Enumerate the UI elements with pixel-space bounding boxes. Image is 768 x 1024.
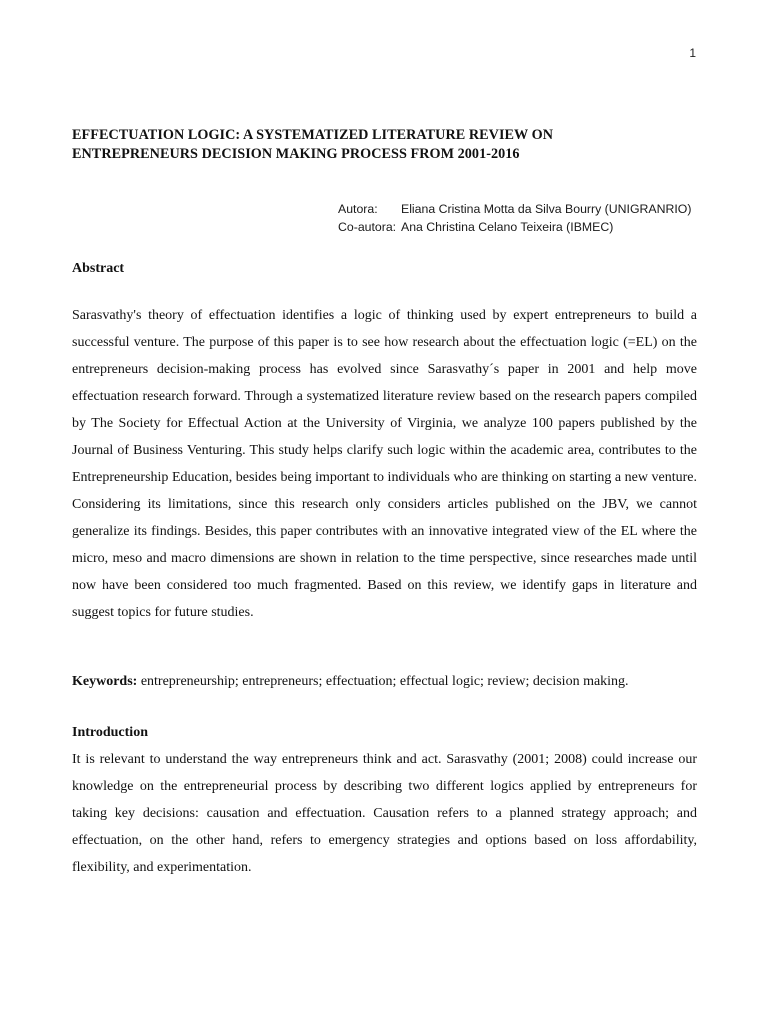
author-role: Autora: <box>338 202 378 216</box>
paper-title-line-2: ENTREPRENEURS DECISION MAKING PROCESS FROM 2001-2016 <box>72 146 520 162</box>
coauthor-name: Ana Christina Celano Teixeira (IBMEC) <box>401 220 614 234</box>
page-number: 1 <box>689 46 696 60</box>
paper-title-line-1: EFFECTUATION LOGIC: A SYSTEMATIZED LITERATURE REVIEW ON <box>72 127 554 143</box>
author-block <box>338 200 691 236</box>
abstract-heading: Abstract <box>72 261 125 276</box>
introduction-text: It is relevant to understand the way entrepreneurs think and act. Sarasvathy (2001; 2008) could increase our knowledge on the entrepreneurial process by describing two different logics applied by entrepreneurs for taking key decisions: causation and effectuation. Causation refers to a planned strategy approach; and effectuation, on the other hand, refers to emergency strategies and options based on loss affordability, flexibility, and experimentation. <box>72 752 697 875</box>
paper-title <box>72 126 672 164</box>
keywords-label: Keywords: <box>72 674 138 689</box>
coauthor-role: Co-autora: <box>338 220 397 234</box>
keywords-text: entrepreneurship; entrepreneurs; effectuation; effectual logic; review; decision making. <box>137 674 629 689</box>
abstract-text: Sarasvathy's theory of effectuation identifies a logic of thinking used by expert entrepreneurs to build a successful venture. The purpose of this paper is to see how research about the effectuation logic (=EL) on the entrepreneurs decision-making process has evolved since Sarasvathy´s paper in 2001 and help move effectuation research forward. Through a systematized literature review based on the research papers compiled by The Society for Effectual Action at the University of Virginia, we analyze 100 papers published by the Journal of Business Venturing. This study helps clarify such logic within the academic area, contributes to the Entrepreneurship Education, besides being important to individuals who are thinking on starting a new venture. Considering its limitations, since this research only considers articles published on the JBV, we cannot generalize its findings. Besides, this paper contributes with an innovative integrated view of the EL where the micro, meso and macro dimensions are shown in relation to the time perspective, since researches made until now have been considered too much fragmented. Based on this review, we identify gaps in literature and suggest topics for future studies. <box>72 308 697 620</box>
author-name: Eliana Cristina Motta da Silva Bourry (UNIGRANRIO) <box>401 202 692 216</box>
author-row <box>338 200 691 218</box>
keywords <box>72 670 697 694</box>
introduction-heading: Introduction <box>72 725 148 740</box>
coauthor-row <box>338 218 691 236</box>
